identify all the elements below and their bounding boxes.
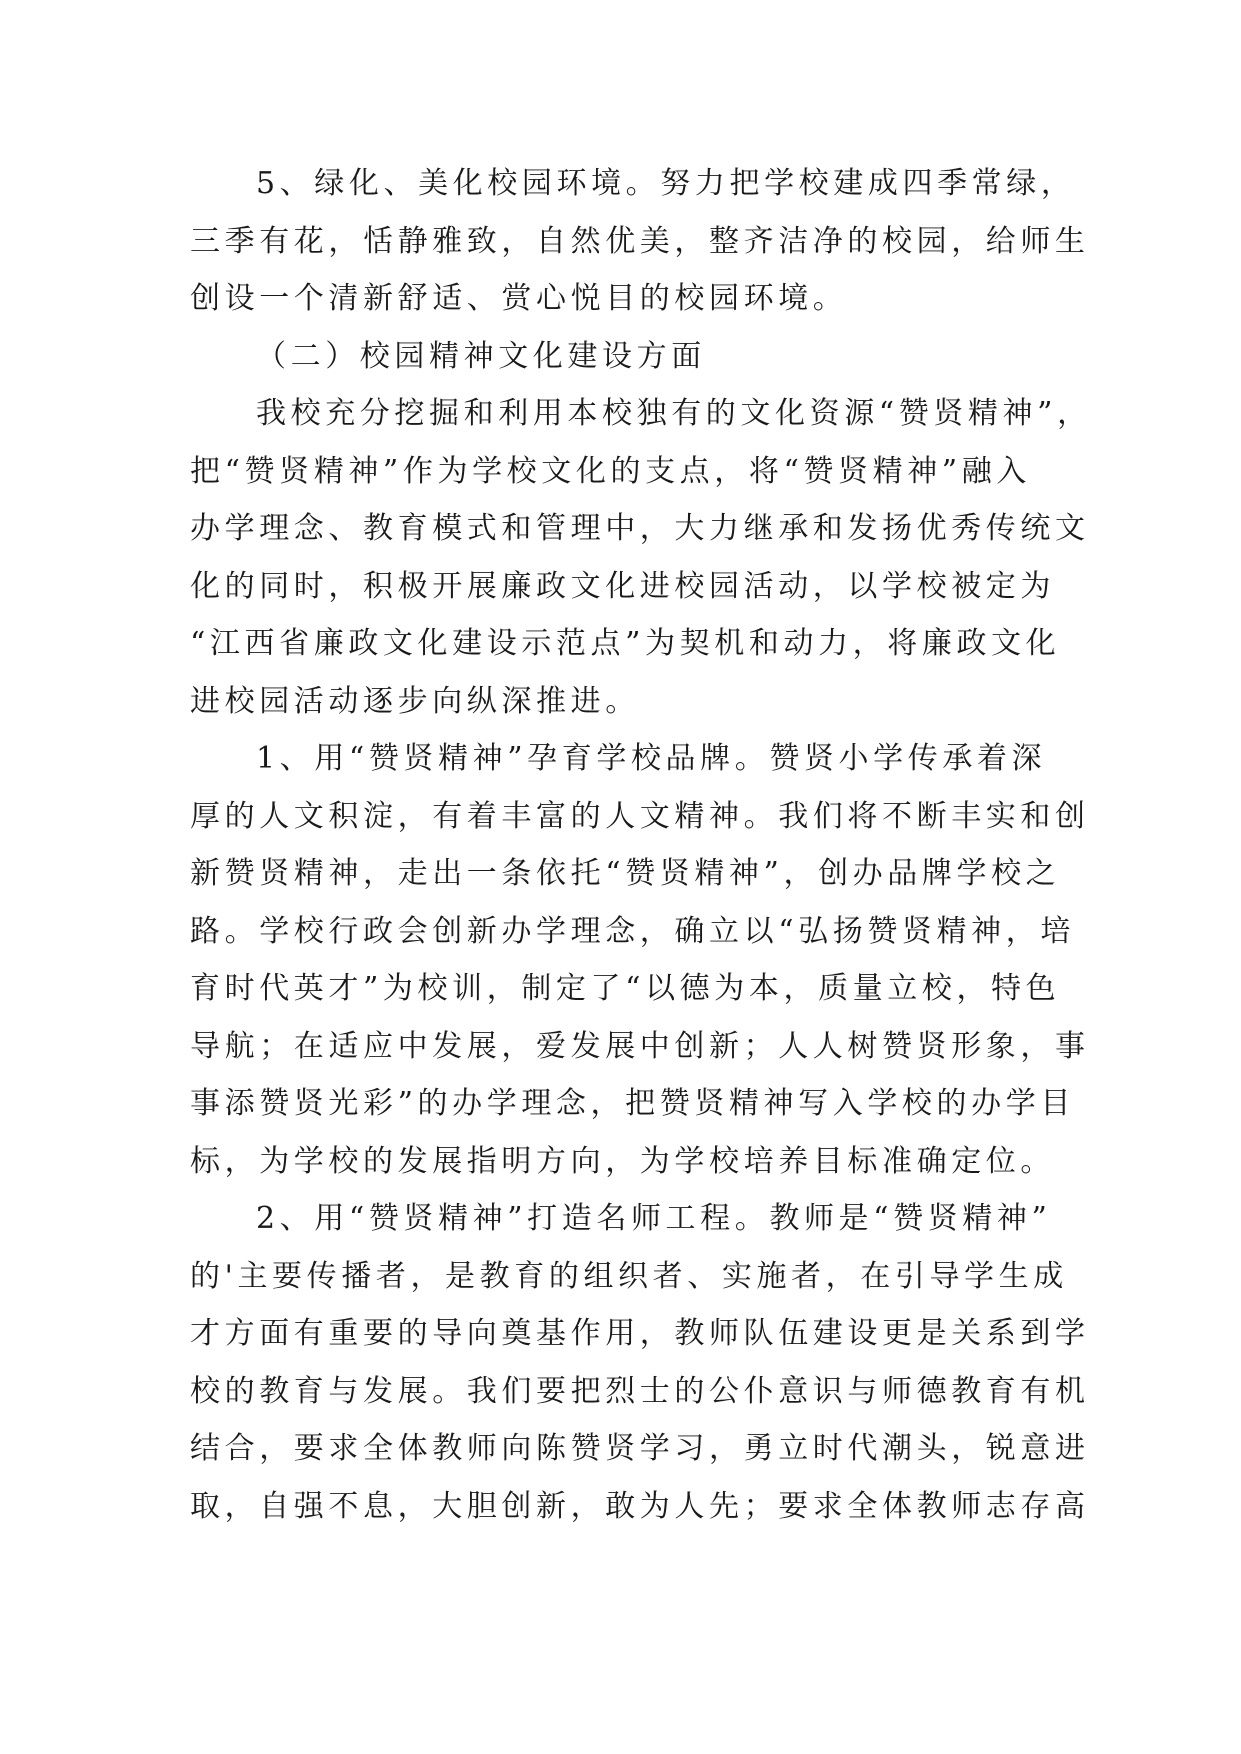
paragraph-line: 事添赞贤光彩”的办学理念，把赞贤精神写入学校的办学目 — [190, 1086, 1075, 1121]
paragraph-line: 新赞贤精神，走出一条依托“赞贤精神”，创办品牌学校之 — [190, 856, 1061, 891]
paragraph-line: 的'主要传播者，是教育的组织者、实施者，在引导学生成 — [190, 1258, 1068, 1294]
paragraph-line: 厚的人文积淀，有着丰富的人文精神。我们将不断丰实和创 — [190, 798, 1090, 834]
section-heading: （二）校园精神文化建设方面 — [256, 338, 706, 374]
paragraph-line: 办学理念、教育模式和管理中，大力继承和发扬优秀传统文 — [190, 511, 1090, 546]
paragraph-line: 1、用“赞贤精神”孕育学校品牌。赞贤小学传承着深 — [256, 741, 1047, 776]
document-body — [190, 155, 1092, 1535]
paragraph-line: 我校充分挖掘和利用本校独有的文化资源“赞贤精神”， — [256, 396, 1092, 431]
paragraph-line: 2、用“赞贤精神”打造名师工程。教师是“赞贤精神” — [256, 1201, 1052, 1236]
paragraph-line: 取，自强不息，大胆创新，敢为人先；要求全体教师志存高 — [190, 1488, 1090, 1524]
paragraph-line: 5、绿化、美化校园环境。努力把学校建成四季常绿， — [256, 166, 1076, 201]
paragraph-line: 三季有花，恬静雅致，自然优美，整齐洁净的校园，给师生 — [190, 223, 1090, 259]
paragraph-line: 才方面有重要的导向奠基作用，教师队伍建设更是关系到学 — [190, 1316, 1090, 1351]
paragraph-line: 进校园活动逐步向纵深推进。 — [190, 683, 640, 719]
paragraph-line: 化的同时，积极开展廉政文化进校园活动，以学校被定为 — [190, 568, 1055, 604]
paragraph-line: 创设一个清新舒适、赏心悦目的校园环境。 — [190, 281, 848, 316]
paragraph-line: 把“赞贤精神”作为学校文化的支点，将“赞贤精神”融入 — [190, 453, 1031, 489]
paragraph-line: 育时代英才”为校训，制定了“以德为本，质量立校，特色 — [190, 971, 1061, 1006]
paragraph-line: 导航；在适应中发展，爱发展中创新；人人树赞贤形象，事 — [190, 1028, 1090, 1064]
paragraph-line: 路。学校行政会创新办学理念，确立以“弘扬赞贤精神，培 — [190, 913, 1075, 949]
paragraph-line: “江西省廉政文化建设示范点”为契机和动力，将廉政文化 — [190, 626, 1061, 661]
paragraph-line: 标，为学校的发展指明方向，为学校培养目标准确定位。 — [190, 1143, 1055, 1179]
paragraph-line: 校的教育与发展。我们要把烈士的公仆意识与师德教育有机 — [190, 1373, 1090, 1409]
paragraph-line: 结合，要求全体教师向陈赞贤学习，勇立时代潮头，锐意进 — [190, 1431, 1090, 1466]
